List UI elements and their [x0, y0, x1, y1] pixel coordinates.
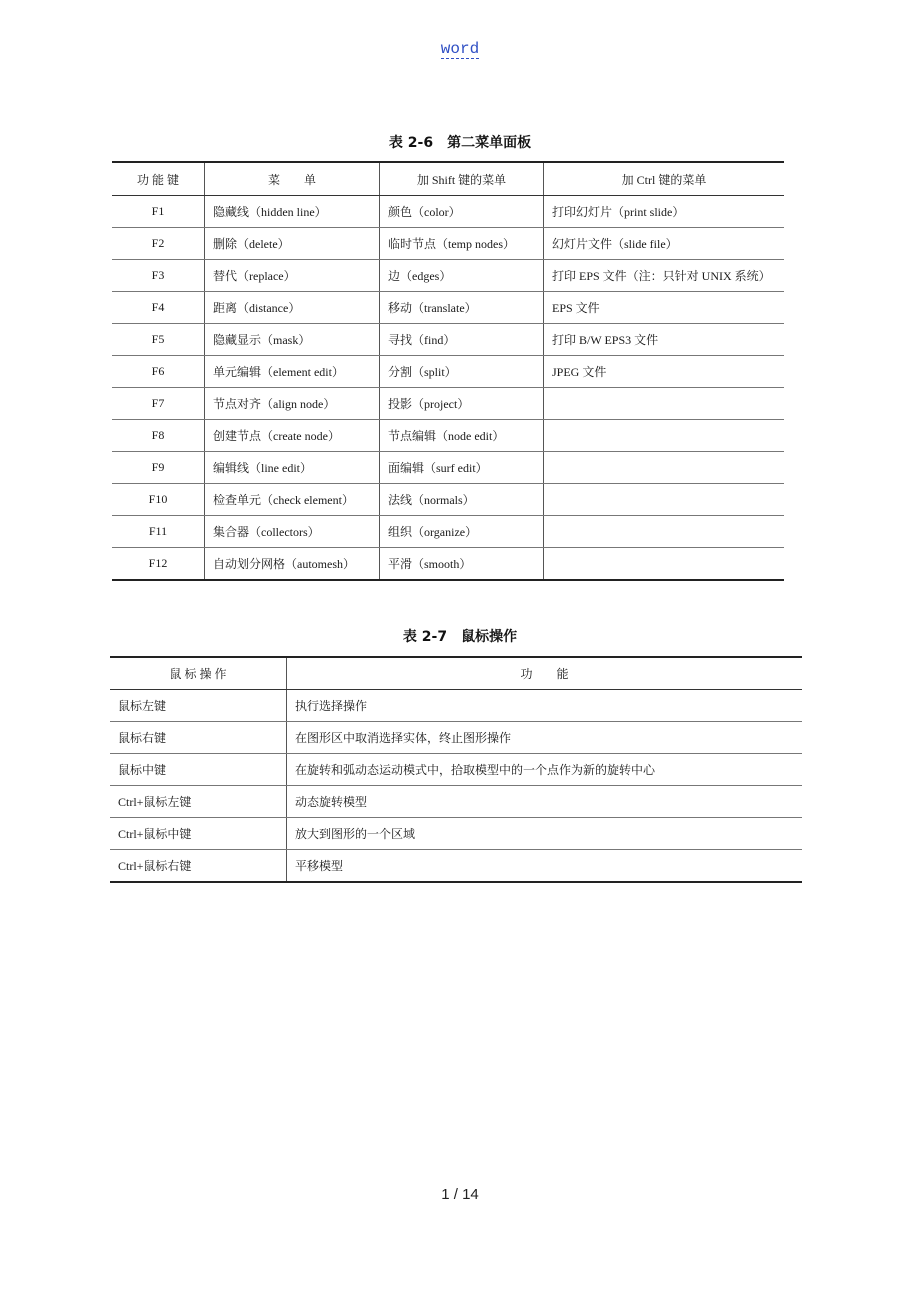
table-row — [112, 388, 784, 420]
table-cell: F2 — [112, 228, 205, 260]
table-cell: 自动划分网格（automesh） — [205, 548, 380, 581]
column-header: 加 Shift 键的菜单 — [380, 162, 544, 196]
table-cell — [544, 516, 785, 548]
table-row — [110, 818, 802, 850]
column-header: 菜 单 — [205, 162, 380, 196]
table-cell: 编辑线（line edit） — [205, 452, 380, 484]
table-cell: F8 — [112, 420, 205, 452]
header-word-link-text[interactable]: word — [440, 40, 480, 58]
table-row — [112, 420, 784, 452]
table-cell: 在旋转和弧动态运动模式中，拾取模型中的一个点作为新的旋转中心 — [287, 754, 803, 786]
menu-panel-table — [112, 161, 784, 581]
table-cell: F3 — [112, 260, 205, 292]
table-cell: 颜色（color） — [380, 196, 544, 228]
mouse-operation-table — [110, 656, 802, 883]
table-cell: 删除（delete） — [205, 228, 380, 260]
table-cell: 分割（split） — [380, 356, 544, 388]
table-cell: 隐藏显示（mask） — [205, 324, 380, 356]
column-header: 功 能 — [287, 657, 803, 690]
page-number: 1 / 14 — [441, 1186, 479, 1203]
table-cell: 移动（translate） — [380, 292, 544, 324]
table-cell: 组织（organize） — [380, 516, 544, 548]
table-header-row — [110, 657, 802, 690]
table-row — [112, 292, 784, 324]
table-cell: F6 — [112, 356, 205, 388]
table-row — [112, 260, 784, 292]
table-cell: Ctrl+鼠标右键 — [110, 850, 287, 883]
table-cell: 打印 EPS 文件（注：只针对 UNIX 系统） — [544, 260, 785, 292]
table-cell: JPEG 文件 — [544, 356, 785, 388]
table-cell: 打印幻灯片（print slide） — [544, 196, 785, 228]
table-cell — [544, 420, 785, 452]
table-cell: F12 — [112, 548, 205, 581]
table-cell — [544, 452, 785, 484]
table-cell: F11 — [112, 516, 205, 548]
table-cell: 替代（replace） — [205, 260, 380, 292]
table-row — [112, 356, 784, 388]
table-cell: F10 — [112, 484, 205, 516]
table-row — [110, 754, 802, 786]
table-row — [112, 196, 784, 228]
table-cell: 距离（distance） — [205, 292, 380, 324]
column-header: 鼠 标 操 作 — [110, 657, 287, 690]
table-cell — [544, 388, 785, 420]
table-header-row — [112, 162, 784, 196]
column-header: 加 Ctrl 键的菜单 — [544, 162, 785, 196]
table-row — [110, 722, 802, 754]
table-cell: 鼠标右键 — [110, 722, 287, 754]
table-cell: 临时节点（temp nodes） — [380, 228, 544, 260]
table-cell: EPS 文件 — [544, 292, 785, 324]
table-cell: F4 — [112, 292, 205, 324]
table-cell: 检查单元（check element） — [205, 484, 380, 516]
table-row — [112, 324, 784, 356]
table-cell: 节点对齐（align node） — [205, 388, 380, 420]
table-cell: 幻灯片文件（slide file） — [544, 228, 785, 260]
table-cell: 节点编辑（node edit） — [380, 420, 544, 452]
table-cell: 隐藏线（hidden line） — [205, 196, 380, 228]
table-cell: 单元编辑（element edit） — [205, 356, 380, 388]
table-cell: 鼠标左键 — [110, 690, 287, 722]
header-word-link[interactable] — [0, 40, 920, 58]
table-2-6-caption: 表 2-6 第二菜单面板 — [388, 135, 532, 151]
table-cell: 寻找（find） — [380, 324, 544, 356]
table-2-7-caption: 表 2-7 鼠标操作 — [402, 629, 518, 645]
table-cell: 集合器（collectors） — [205, 516, 380, 548]
table-row — [112, 484, 784, 516]
table-cell: Ctrl+鼠标中键 — [110, 818, 287, 850]
table-cell: F7 — [112, 388, 205, 420]
table-row — [112, 548, 784, 581]
table-cell: 执行选择操作 — [287, 690, 803, 722]
table-cell: 鼠标中键 — [110, 754, 287, 786]
table-cell: Ctrl+鼠标左键 — [110, 786, 287, 818]
table-cell: 打印 B/W EPS3 文件 — [544, 324, 785, 356]
table-row — [112, 516, 784, 548]
table-cell — [544, 548, 785, 581]
table-cell: 平移模型 — [295, 859, 344, 873]
table-row — [110, 690, 802, 722]
table-row — [110, 786, 802, 818]
column-header: 功 能 键 — [112, 162, 205, 196]
table-cell: 平滑（smooth） — [380, 548, 544, 581]
table-cell: 创建节点（create node） — [205, 420, 380, 452]
table-cell: F5 — [112, 324, 205, 356]
table-cell: 法线（normals） — [380, 484, 544, 516]
table-cell: 面编辑（surf edit） — [380, 452, 544, 484]
table-cell: F1 — [112, 196, 205, 228]
table-row — [112, 452, 784, 484]
table-cell — [544, 484, 785, 516]
table-row — [110, 850, 802, 883]
table-cell: 投影（project） — [380, 388, 544, 420]
table-cell: 放大到图形的一个区域 — [287, 818, 803, 850]
table-cell: 边（edges） — [380, 260, 544, 292]
table-cell: 在图形区中取消选择实体，终止图形操作 — [287, 722, 803, 754]
table-cell: 动态旋转模型 — [287, 786, 803, 818]
table-row — [112, 228, 784, 260]
table-cell: F9 — [112, 452, 205, 484]
